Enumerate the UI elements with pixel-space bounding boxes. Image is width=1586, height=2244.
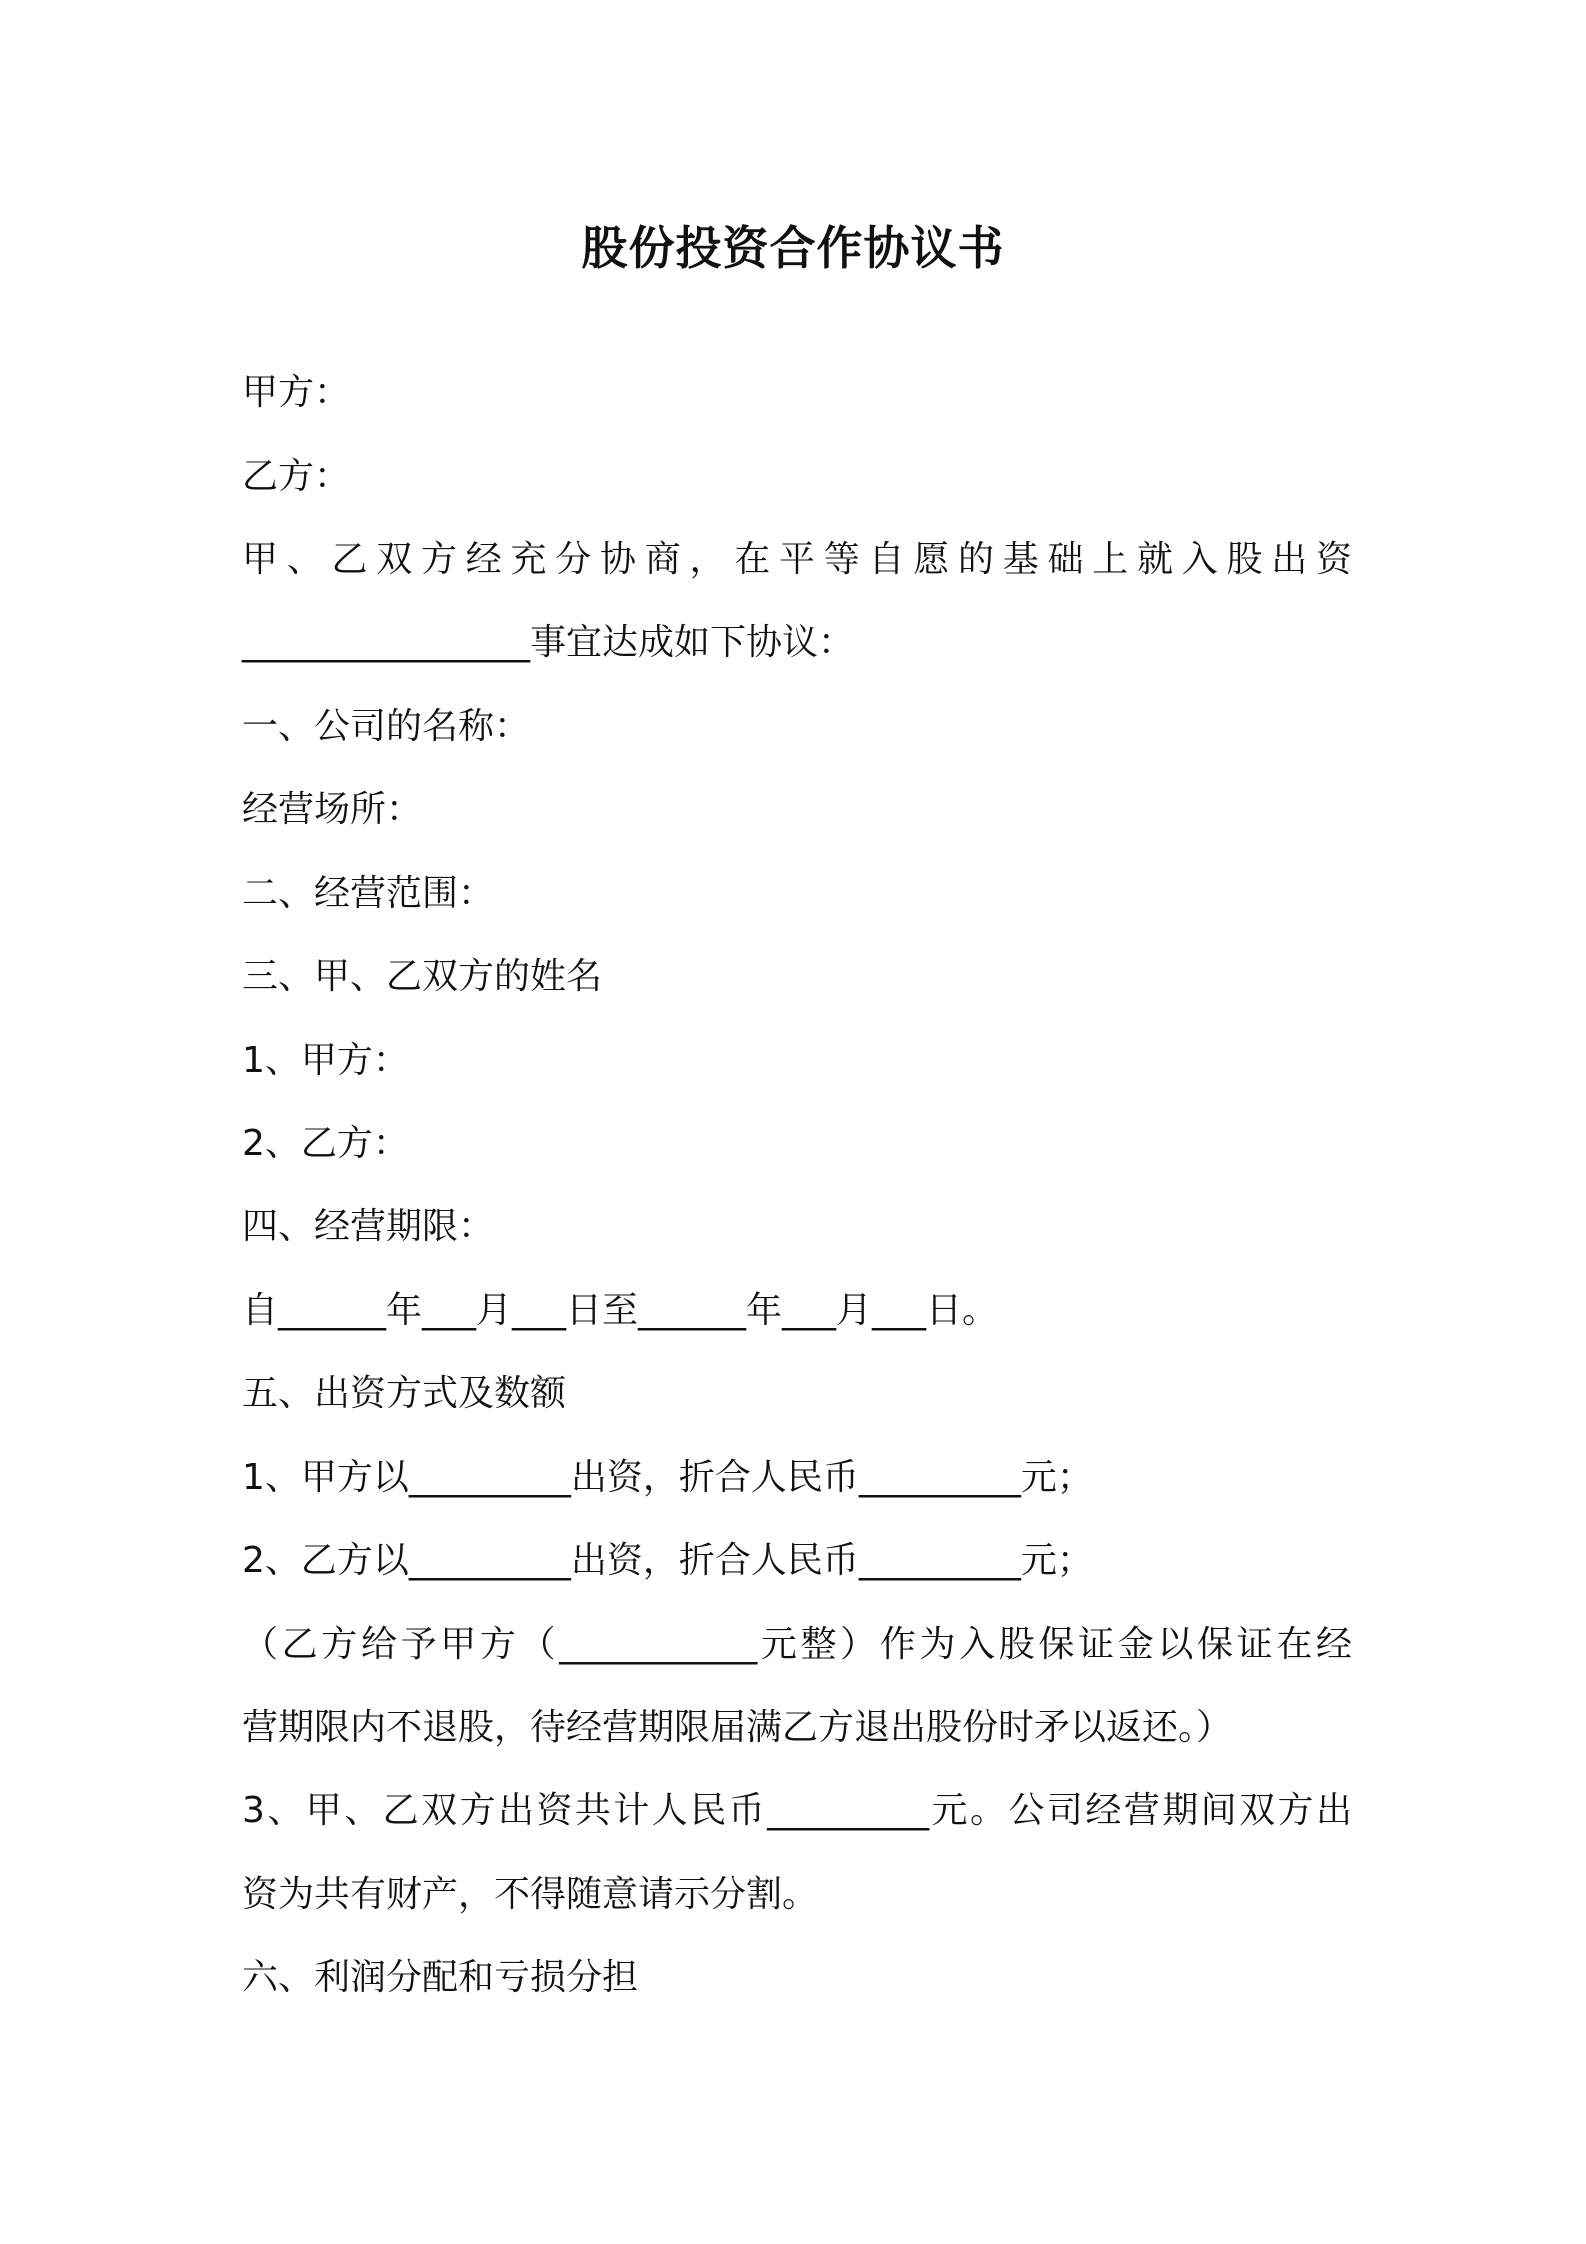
section-profit-loss: 六、利润分配和亏损分担 [242,1957,639,1998]
party-a-line: 甲方： [242,372,351,413]
section-party-names: 三、甲、乙双方的姓名 [242,956,603,997]
deposit-note-line-1: （乙方给予甲方（___________元整）作为入股保证金以保证在经 [242,1624,1352,1665]
total-contribution-line-2: 资为共有财产，不得随意请示分割。 [242,1874,819,1915]
party-b-name-line: 2、乙方： [242,1123,409,1164]
deposit-note-line-2: 营期限内不退股，待经营期限届满乙方退出股份时矛以返还。） [242,1707,1233,1748]
party-a-contribution-line: 1、甲方以_________出资，折合人民币_________元； [242,1457,1093,1498]
party-b-line: 乙方： [242,456,351,497]
section-business-scope: 二、经营范围： [242,873,495,914]
agreement-intro-line-2: ________________事宜达成如下协议： [242,622,855,663]
business-term-dates-line: 自______年___月___日至______年___月___日。 [242,1290,998,1331]
section-contribution: 五、出资方式及数额 [242,1373,567,1414]
agreement-intro-line-1: 甲、乙双方经充分协商，在平等自愿的基础上就入股出资 [242,539,1352,580]
party-b-contribution-line: 2、乙方以_________出资，折合人民币_________元； [242,1540,1093,1581]
section-company-name: 一、公司的名称： [242,706,531,747]
section-business-term: 四、经营期限： [242,1206,495,1247]
total-contribution-line-1: 3、甲、乙双方出资共计人民币_________元。公司经营期间双方出 [242,1790,1352,1831]
business-premises-line: 经营场所： [242,789,423,830]
document-title: 股份投资合作协议书 [581,221,1005,275]
party-a-name-line: 1、甲方： [242,1040,409,1081]
